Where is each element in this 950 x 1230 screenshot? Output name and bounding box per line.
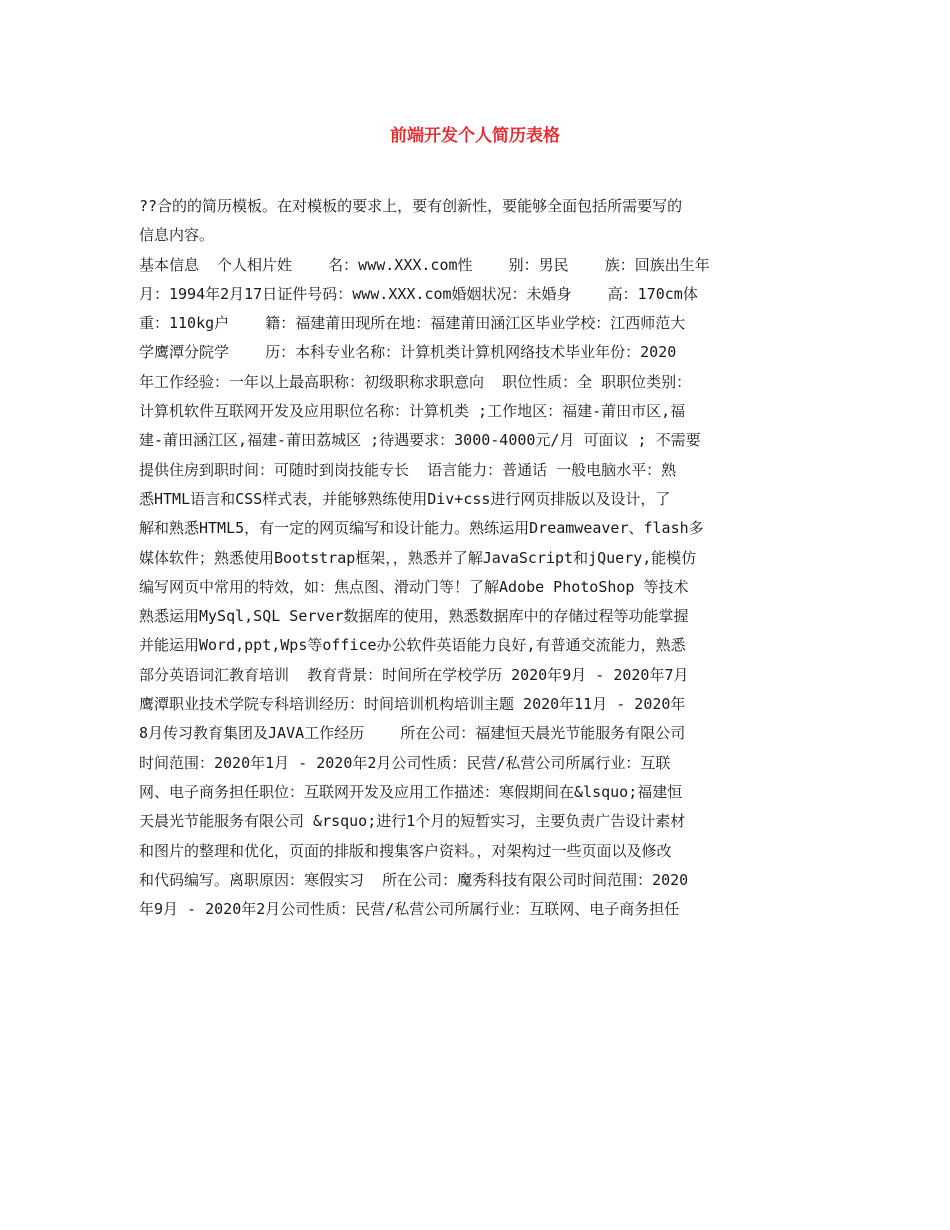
- body-line: 和代码编写。离职原因：寒假实习 所在公司：魔秀科技有限公司时间范围：2020: [139, 870, 689, 889]
- body-line: 提供住房到职时间：可随时到岗技能专长 语言能力：普通话 一般电脑水平：熟: [139, 460, 677, 479]
- body-line: 信息内容。: [139, 226, 215, 245]
- body-line: 媒体软件；熟悉使用Bootstrap框架，，熟悉并了解JavaScript和jQuery,能模仿: [139, 548, 697, 567]
- body-line: 时间范围：2020年1月 - 2020年2月公司性质：民营/私营公司所属行业：互联: [139, 753, 671, 772]
- body-line: 8月传习教育集团及JAVA工作经历 所在公司：福建恒天晨光节能服务有限公司: [139, 724, 686, 743]
- body-line: 网、电子商务担任职位：互联网开发及应用工作描述：寒假期间在&lsquo;福建恒: [139, 782, 683, 801]
- body-line: 解和熟悉HTML5，有一定的网页编写和设计能力。熟练运用Dreamweaver、flash多: [139, 519, 704, 538]
- body-line: 月：1994年2月17日证件号码：www.XXX.com婚姻状况：未婚身 高：170cm体: [139, 284, 698, 303]
- document-body: [139, 192, 814, 924]
- body-line: 熟悉运用MySql,SQL Server数据库的使用，熟悉数据库中的存储过程等功能掌握: [139, 607, 689, 626]
- body-line: 悉HTML语言和CSS样式表，并能够熟练使用Div+css进行网页排版以及设计，了: [139, 489, 671, 508]
- body-line: 和图片的整理和优化，页面的排版和搜集客户资料。，对架构过一些页面以及修改: [139, 841, 672, 860]
- body-line: 年9月 - 2020年2月公司性质：民营/私营公司所属行业：互联网、电子商务担任: [139, 900, 680, 919]
- body-line: 天晨光节能服务有限公司 &rsquo;进行1个月的短暂实习，主要负责广告设计素材: [139, 812, 686, 831]
- body-line: 重：110kg户 籍：福建莆田现所在地：福建莆田涵江区毕业学校：江西师范大: [139, 314, 686, 333]
- document-title: 前端开发个人简历表格: [390, 126, 560, 146]
- body-line: ??合的的简历模板。在对模板的要求上，要有创新性，要能够全面包括所需要写的: [139, 197, 683, 215]
- body-line: 部分英语词汇教育培训 教育背景：时间所在学校学历 2020年9月 - 2020年7月: [139, 665, 689, 684]
- body-line: 鹰潭职业技术学院专科培训经历：时间培训机构培训主题 2020年11月 - 2020年: [139, 695, 686, 714]
- body-line: 学鹰潭分院学 历：本科专业名称：计算机类计算机网络技术毕业年份：2020: [139, 343, 677, 362]
- body-line: 并能运用Word,ppt,Wps等office办公软件英语能力良好,有普通交流能力，熟悉: [139, 636, 686, 655]
- body-line: 基本信息 个人相片姓 名：www.XXX.com性 别：男民 族：回族出生年: [139, 255, 710, 274]
- body-line: 建-莆田涵江区,福建-莆田荔城区 ;待遇要求：3000-4000元/月 可面议 ; 不需要: [139, 431, 701, 450]
- body-line: 年工作经验：一年以上最高职称：初级职称求职意向 职位性质：全 职职位类别：: [139, 372, 692, 391]
- body-line: 编写网页中常用的特效，如：焦点图、滑动门等！了解Adobe PhotoShop 等技术: [139, 577, 689, 596]
- body-line: 计算机软件互联网开发及应用职位名称：计算机类 ;工作地区：福建-莆田市区,福: [139, 402, 686, 421]
